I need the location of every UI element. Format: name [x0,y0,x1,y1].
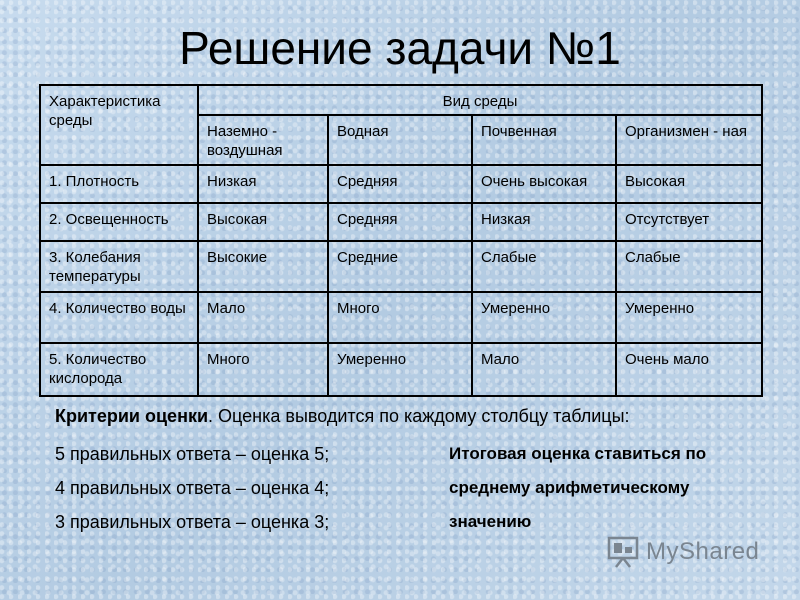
slide-title: Решение задачи №1 [179,22,621,74]
myshared-logo [606,535,759,569]
table-row [40,343,762,396]
subheader-cell: Почвенная [472,115,616,165]
criteria-description: . Оценка выводится по каждому столбцу таблицы: [208,406,630,426]
header-environment-type: Вид среды [198,85,762,115]
row-label: 2. Освещенность [40,203,198,241]
grade-line: 3 правильных ответа – оценка 3; [55,512,330,532]
final-note-line: среднему арифметическому [449,478,690,497]
row-label: 5. Количество кислорода [40,343,198,396]
table-row [40,203,762,241]
subheader-cell: Наземно - воздушная [198,115,328,165]
table-cell: Мало [472,343,616,396]
table-cell: Средняя [328,203,472,241]
subheader-cell: Водная [328,115,472,165]
table-cell: Очень мало [616,343,762,396]
final-note-line: значению [449,512,532,531]
table-cell: Слабые [616,241,762,292]
table-cell: Высокая [616,165,762,203]
table-row [40,292,762,343]
table-cell: Слабые [472,241,616,292]
table-cell: Очень высокая [472,165,616,203]
table-cell: Высокая [198,203,328,241]
grade-line: 5 правильных ответа – оценка 5; [55,444,330,464]
table-row [40,241,762,292]
table-cell: Мало [198,292,328,343]
grades-list [55,440,329,542]
presentation-board-icon [606,536,640,568]
table-cell: Умеренно [472,292,616,343]
row-label: 4. Количество воды [40,292,198,343]
final-note-line: Итоговая оценка ставиться по [449,444,707,463]
table-cell: Умеренно [328,343,472,396]
table-cell: Средняя [328,165,472,203]
environment-table [39,84,763,397]
table-cell: Высокие [198,241,328,292]
row-label: 1. Плотность [40,165,198,203]
criteria-heading: Критерии оценки [55,406,209,426]
criteria-text [55,404,775,428]
subheader-cell: Организмен - ная [616,115,762,165]
table-cell: Отсутствует [616,203,762,241]
header-characteristic: Характеристика среды [40,85,198,165]
logo-text: MyShared [646,538,760,565]
grade-line: 4 правильных ответа – оценка 4; [55,478,330,498]
table-cell: Низкая [472,203,616,241]
table-cell: Низкая [198,165,328,203]
table-cell: Много [328,292,472,343]
row-label: 3. Колебания температуры [40,241,198,292]
table-row [40,165,762,203]
table-cell: Много [198,343,328,396]
environment-table-wrap [39,84,761,395]
table-cell: Средние [328,241,472,292]
table-cell: Умеренно [616,292,762,343]
final-grade-note [449,440,769,542]
table-header-row [40,85,762,115]
